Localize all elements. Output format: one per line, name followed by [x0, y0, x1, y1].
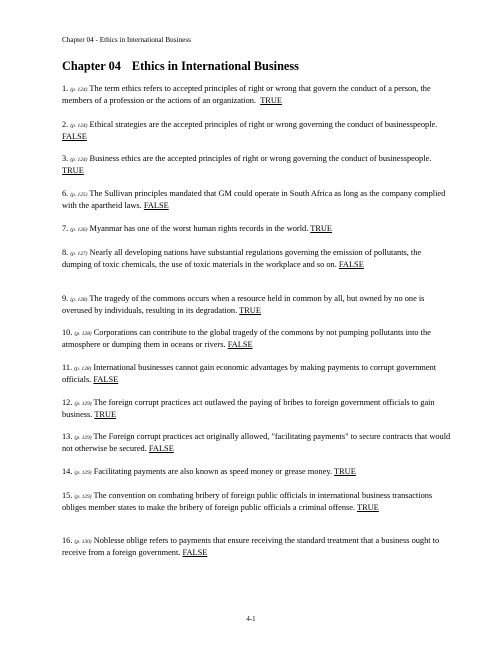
answer-key: TRUE — [62, 165, 84, 175]
question-item — [62, 154, 452, 176]
question-item — [62, 120, 452, 142]
page-reference: (p. 124) — [70, 87, 88, 93]
question-number: 2. — [62, 120, 69, 129]
page-reference: (p. 130) — [74, 539, 92, 545]
page-reference: (p. 125) — [70, 192, 88, 198]
question-item — [62, 432, 452, 454]
answer-key: FALSE — [93, 374, 119, 384]
answer-key: FALSE — [182, 547, 208, 557]
question-number: 11. — [62, 363, 73, 372]
question-number: 10. — [62, 328, 73, 337]
question-number: 8. — [62, 248, 69, 257]
question-text: Ethical strategies are the accepted principles of right or wrong governing the conduct of businesspeople. — [89, 120, 438, 129]
question-text: Corporations can contribute to the global tragedy of the commons by not pumping pollutants into the atmosphere or dumping them in oceans or rivers. — [62, 328, 431, 349]
question-text: Myanmar has one of the worst human rights records in the world. — [89, 224, 309, 233]
answer-key: FALSE — [227, 339, 253, 349]
question-item — [62, 398, 452, 420]
answer-key: TRUE — [334, 467, 356, 476]
question-text: The Foreign corrupt practices act originally allowed, "facilitating payments" to secure contracts that would not otherwise be secured. — [62, 432, 451, 453]
answer-key: TRUE — [260, 95, 282, 105]
answer-key: FALSE — [338, 259, 364, 269]
page-reference: (p. 129) — [74, 435, 92, 441]
question-item — [62, 491, 452, 513]
question-item — [62, 536, 452, 558]
answer-key: FALSE — [148, 443, 174, 453]
question-number: 15. — [62, 491, 73, 500]
question-text: Business ethics are the accepted principles of right or wrong governing the conduct of businesspeople. — [89, 154, 432, 163]
chapter-name: Ethics in International Business — [131, 59, 299, 73]
page-reference: (p. 128) — [70, 297, 88, 303]
answer-key: TRUE — [239, 305, 261, 315]
answer-key: FALSE — [143, 200, 169, 210]
answer-key: TRUE — [356, 502, 379, 512]
question-item — [62, 294, 452, 316]
question-text: The tragedy of the commons occurs when a resource held in common by all, but owned by no one is overused by individuals, resulting in its degradation. — [62, 294, 425, 315]
question-text: The Sullivan principles mandated that GM could operate in South Africa as long as the company complied with the apartheid laws. — [62, 189, 446, 210]
page-reference: (p. 128) — [74, 366, 92, 372]
page-reference: (p. 129) — [74, 470, 92, 476]
page-reference: (p. 124) — [70, 123, 88, 129]
chapter-number: Chapter 04 — [62, 59, 121, 73]
page-reference: (p. 129) — [74, 494, 92, 500]
question-number: 12. — [62, 398, 73, 407]
chapter-title — [62, 59, 299, 74]
page-reference: (p. 128) — [74, 331, 92, 337]
question-item — [62, 248, 452, 270]
question-number: 6. — [62, 189, 69, 198]
page-reference: (p. 126) — [70, 227, 88, 233]
question-number: 9. — [62, 294, 69, 303]
question-text: The foreign corrupt practices act outlawed the paying of bribes to foreign government officials to gain business. — [62, 398, 435, 419]
question-number: 16. — [62, 536, 73, 545]
question-item — [62, 189, 452, 211]
question-text: International businesses cannot gain economic advantages by making payments to corrupt government officials. — [62, 363, 437, 384]
question-item — [62, 84, 452, 106]
question-text: The convention on combating bribery of foreign public officials in international business transactions obliges member states to make the bribery of foreign public officials a criminal offense. — [62, 491, 433, 512]
page-number: 4-1 — [246, 615, 256, 623]
page-reference: (p. 124) — [70, 157, 88, 163]
question-number: 14. — [62, 467, 73, 476]
page-reference: (p. 129) — [74, 401, 92, 407]
question-number: 3. — [62, 154, 69, 163]
answer-key: TRUE — [94, 409, 117, 419]
page-reference: (p. 127) — [70, 251, 88, 257]
question-item — [62, 363, 452, 385]
question-item — [62, 224, 452, 236]
question-text: Nearly all developing nations have substantial regulations governing the emission of pollutants, the dumping of toxic chemicals, the use of toxic materials in the workplace and so on. — [62, 248, 422, 269]
running-header: Chapter 04 - Ethics in International Business — [62, 36, 191, 44]
question-number: 7. — [62, 224, 69, 233]
answer-key: FALSE — [62, 131, 87, 141]
question-item — [62, 328, 452, 350]
question-number: 1. — [62, 84, 69, 93]
question-item — [62, 467, 452, 479]
question-text: Facilitating payments are also known as speed money or grease money. — [93, 467, 333, 476]
answer-key: TRUE — [310, 224, 333, 233]
question-number: 13. — [62, 432, 73, 441]
question-text: Noblesse oblige refers to payments that ensure receiving the standard treatment that a business ought to receive from a foreign government. — [62, 536, 440, 557]
question-text: The term ethics refers to accepted principles of right or wrong that govern the conduct of a person, the members of a profession or the actions of an organization. — [62, 84, 431, 105]
